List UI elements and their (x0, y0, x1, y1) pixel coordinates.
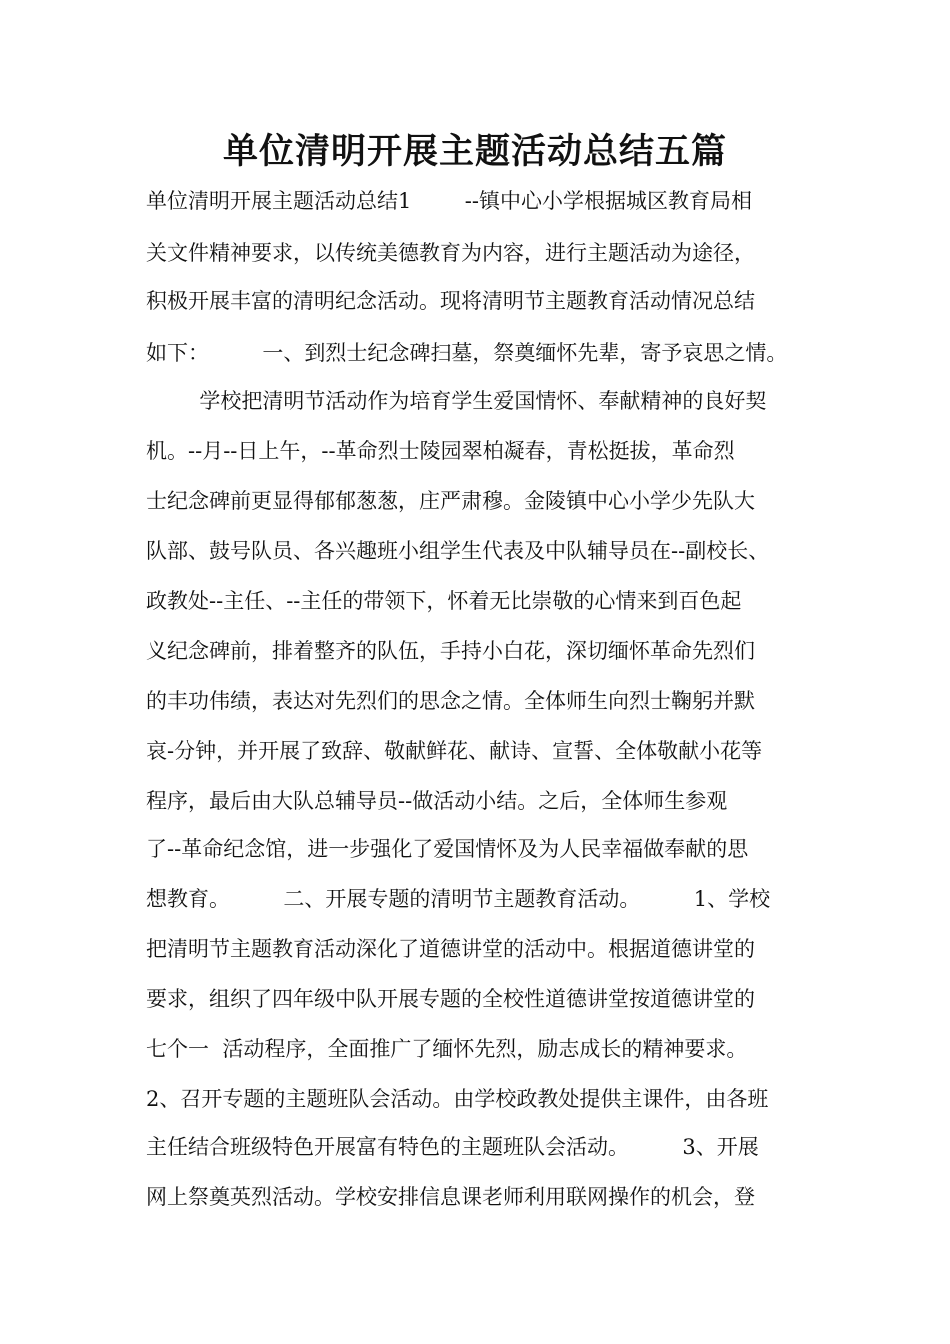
body-line: 队部、鼓号队员、各兴趣班小组学生代表及中队辅导员在--副校长、 (146, 539, 770, 563)
body-line: 2、召开专题的主题班队会活动。由学校政教处提供主课件，由各班 (146, 1087, 769, 1111)
body-line: 义纪念碑前，排着整齐的队伍，手持小白花，深切缅怀革命先烈们 (146, 639, 755, 663)
body-line: 程序，最后由大队总辅导员--做活动小结。之后，全体师生参观 (146, 789, 728, 813)
body-line: 如下： 一、到烈士纪念碑扫墓，祭奠缅怀先辈，寄予哀思之情。 (146, 341, 788, 365)
body-line: 七个一 活动程序，全面推广了缅怀先烈，励志成长的精神要求。 (146, 1037, 748, 1061)
body-line: 网上祭奠英烈活动。学校安排信息课老师利用联网操作的机会，登 (146, 1185, 755, 1209)
body-line: 要求，组织了四年级中队开展专题的全校性道德讲堂按道德讲堂的 (146, 987, 755, 1011)
document-title: 单位清明开展主题活动总结五篇 (222, 132, 727, 172)
body-line: 单位清明开展主题活动总结1 --镇中心小学根据城区教育局相 (146, 189, 752, 213)
body-line: 机。--月--日上午，--革命烈士陵园翠柏凝春，青松挺拔，革命烈 (146, 439, 735, 463)
body-line: 想教育。 二、开展专题的清明节主题教育活动。 1、学校 (146, 887, 771, 911)
body-line: 积极开展丰富的清明纪念活动。现将清明节主题教育活动情况总结 (146, 289, 755, 313)
body-line: 学校把清明节活动作为培育学生爱国情怀、奉献精神的良好契 (146, 389, 767, 413)
body-line: 的丰功伟绩，表达对先烈们的思念之情。全体师生向烈士鞠躬并默 (146, 689, 755, 713)
body-line: 哀-分钟，并开展了致辞、敬献鲜花、献诗、宣誓、全体敬献小花等 (146, 739, 763, 763)
body-line: 政教处--主任、--主任的带领下，怀着无比崇敬的心情来到百色起 (146, 589, 742, 613)
body-line: 把清明节主题教育活动深化了道德讲堂的活动中。根据道德讲堂的 (146, 937, 755, 961)
body-line: 了--革命纪念馆，进一步强化了爱国情怀及为人民幸福做奉献的思 (146, 837, 749, 861)
body-line: 关文件精神要求，以传统美德教育为内容，进行主题活动为途径， (146, 241, 755, 265)
body-line: 主任结合班级特色开展富有特色的主题班队会活动。 3、开展 (146, 1135, 759, 1159)
body-line: 士纪念碑前更显得郁郁葱葱，庄严肃穆。金陵镇中心小学少先队大 (146, 489, 755, 513)
